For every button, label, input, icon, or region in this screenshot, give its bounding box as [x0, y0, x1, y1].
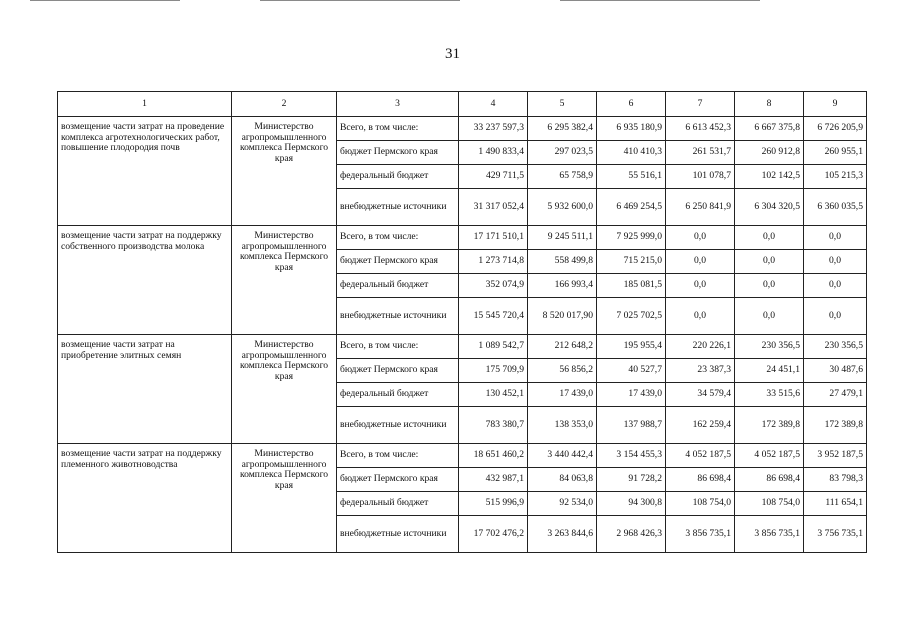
amount-cell: 0,0 [666, 226, 735, 250]
scan-edge-line [30, 0, 180, 1]
amount-cell: 195 955,4 [597, 335, 666, 359]
amount-cell: 515 996,9 [459, 492, 528, 516]
amount-cell: 3 856 735,1 [735, 516, 804, 553]
scan-edge-line [260, 0, 460, 1]
amount-cell: 3 154 455,3 [597, 444, 666, 468]
ministry-cell: Министерство агропромышленного комплекса Пермского края [232, 117, 337, 226]
amount-cell: 0,0 [666, 274, 735, 298]
amount-cell: 175 709,9 [459, 359, 528, 383]
column-header: 2 [232, 92, 337, 117]
amount-cell: 86 698,4 [666, 468, 735, 492]
amount-cell: 5 932 600,0 [528, 189, 597, 226]
column-header: 1 [58, 92, 232, 117]
amount-cell: 108 754,0 [666, 492, 735, 516]
activity-cell: возмещение части затрат на поддержку племенного животноводства [58, 444, 232, 553]
amount-cell: 6 469 254,5 [597, 189, 666, 226]
amount-cell: 783 380,7 [459, 407, 528, 444]
funding-source-cell: Всего, в том числе: [337, 335, 459, 359]
amount-cell: 4 052 187,5 [735, 444, 804, 468]
amount-cell: 0,0 [804, 226, 867, 250]
amount-cell: 18 651 460,2 [459, 444, 528, 468]
funding-source-cell: бюджет Пермского края [337, 468, 459, 492]
header-row [58, 92, 867, 117]
funding-source-cell: Всего, в том числе: [337, 226, 459, 250]
ministry-cell: Министерство агропромышленного комплекса Пермского края [232, 335, 337, 444]
funding-source-cell: внебюджетные источники [337, 407, 459, 444]
column-header: 4 [459, 92, 528, 117]
table-body [58, 117, 867, 553]
amount-cell: 230 356,5 [735, 335, 804, 359]
amount-cell: 4 052 187,5 [666, 444, 735, 468]
funding-source-cell: бюджет Пермского края [337, 250, 459, 274]
funding-source-cell: Всего, в том числе: [337, 117, 459, 141]
activity-cell: возмещение части затрат на приобретение элитных семян [58, 335, 232, 444]
amount-cell: 6 250 841,9 [666, 189, 735, 226]
amount-cell: 1 490 833,4 [459, 141, 528, 165]
ministry-cell: Министерство агропромышленного комплекса Пермского края [232, 444, 337, 553]
column-header: 6 [597, 92, 666, 117]
amount-cell: 84 063,8 [528, 468, 597, 492]
amount-cell: 0,0 [666, 250, 735, 274]
budget-table [57, 91, 867, 553]
activity-cell: возмещение части затрат на проведение комплекса агротехнологических работ, повышение плодородия почв [58, 117, 232, 226]
amount-cell: 162 259,4 [666, 407, 735, 444]
amount-cell: 166 993,4 [528, 274, 597, 298]
amount-cell: 3 263 844,6 [528, 516, 597, 553]
amount-cell: 40 527,7 [597, 359, 666, 383]
column-header: 5 [528, 92, 597, 117]
activity-cell: возмещение части затрат на поддержку собственного производства молока [58, 226, 232, 335]
amount-cell: 101 078,7 [666, 165, 735, 189]
amount-cell: 130 452,1 [459, 383, 528, 407]
amount-cell: 17 702 476,2 [459, 516, 528, 553]
amount-cell: 6 726 205,9 [804, 117, 867, 141]
amount-cell: 31 317 052,4 [459, 189, 528, 226]
amount-cell: 6 613 452,3 [666, 117, 735, 141]
amount-cell: 24 451,1 [735, 359, 804, 383]
amount-cell: 1 273 714,8 [459, 250, 528, 274]
funding-source-cell: федеральный бюджет [337, 165, 459, 189]
amount-cell: 3 952 187,5 [804, 444, 867, 468]
amount-cell: 0,0 [804, 274, 867, 298]
amount-cell: 261 531,7 [666, 141, 735, 165]
amount-cell: 185 081,5 [597, 274, 666, 298]
amount-cell: 55 516,1 [597, 165, 666, 189]
amount-cell: 0,0 [735, 298, 804, 335]
amount-cell: 83 798,3 [804, 468, 867, 492]
amount-cell: 260 955,1 [804, 141, 867, 165]
amount-cell: 432 987,1 [459, 468, 528, 492]
amount-cell: 94 300,8 [597, 492, 666, 516]
amount-cell: 7 025 702,5 [597, 298, 666, 335]
amount-cell: 56 856,2 [528, 359, 597, 383]
amount-cell: 558 499,8 [528, 250, 597, 274]
amount-cell: 6 360 035,5 [804, 189, 867, 226]
table-row [58, 444, 867, 468]
table-row [58, 226, 867, 250]
amount-cell: 220 226,1 [666, 335, 735, 359]
amount-cell: 429 711,5 [459, 165, 528, 189]
amount-cell: 0,0 [735, 274, 804, 298]
funding-source-cell: бюджет Пермского края [337, 359, 459, 383]
funding-source-cell: федеральный бюджет [337, 274, 459, 298]
column-header: 3 [337, 92, 459, 117]
amount-cell: 2 968 426,3 [597, 516, 666, 553]
amount-cell: 7 925 999,0 [597, 226, 666, 250]
amount-cell: 0,0 [804, 250, 867, 274]
amount-cell: 91 728,2 [597, 468, 666, 492]
amount-cell: 297 023,5 [528, 141, 597, 165]
funding-source-cell: внебюджетные источники [337, 298, 459, 335]
amount-cell: 3 440 442,4 [528, 444, 597, 468]
amount-cell: 172 389,8 [735, 407, 804, 444]
amount-cell: 138 353,0 [528, 407, 597, 444]
column-header: 9 [804, 92, 867, 117]
amount-cell: 0,0 [666, 298, 735, 335]
amount-cell: 3 856 735,1 [666, 516, 735, 553]
funding-source-cell: бюджет Пермского края [337, 141, 459, 165]
amount-cell: 3 756 735,1 [804, 516, 867, 553]
amount-cell: 111 654,1 [804, 492, 867, 516]
table-row [58, 117, 867, 141]
amount-cell: 6 295 382,4 [528, 117, 597, 141]
amount-cell: 105 215,3 [804, 165, 867, 189]
amount-cell: 6 935 180,9 [597, 117, 666, 141]
funding-source-cell: Всего, в том числе: [337, 444, 459, 468]
amount-cell: 17 171 510,1 [459, 226, 528, 250]
amount-cell: 212 648,2 [528, 335, 597, 359]
amount-cell: 17 439,0 [528, 383, 597, 407]
amount-cell: 230 356,5 [804, 335, 867, 359]
table-row [58, 335, 867, 359]
amount-cell: 6 667 375,8 [735, 117, 804, 141]
amount-cell: 1 089 542,7 [459, 335, 528, 359]
amount-cell: 352 074,9 [459, 274, 528, 298]
amount-cell: 65 758,9 [528, 165, 597, 189]
column-header: 7 [666, 92, 735, 117]
scan-edge-line [560, 0, 760, 1]
amount-cell: 33 237 597,3 [459, 117, 528, 141]
amount-cell: 86 698,4 [735, 468, 804, 492]
column-header: 8 [735, 92, 804, 117]
amount-cell: 92 534,0 [528, 492, 597, 516]
funding-source-cell: внебюджетные источники [337, 516, 459, 553]
amount-cell: 0,0 [804, 298, 867, 335]
funding-source-cell: федеральный бюджет [337, 383, 459, 407]
amount-cell: 34 579,4 [666, 383, 735, 407]
amount-cell: 15 545 720,4 [459, 298, 528, 335]
amount-cell: 30 487,6 [804, 359, 867, 383]
amount-cell: 410 410,3 [597, 141, 666, 165]
amount-cell: 8 520 017,90 [528, 298, 597, 335]
amount-cell: 715 215,0 [597, 250, 666, 274]
amount-cell: 260 912,8 [735, 141, 804, 165]
amount-cell: 23 387,3 [666, 359, 735, 383]
amount-cell: 172 389,8 [804, 407, 867, 444]
amount-cell: 17 439,0 [597, 383, 666, 407]
amount-cell: 137 988,7 [597, 407, 666, 444]
amount-cell: 33 515,6 [735, 383, 804, 407]
funding-source-cell: федеральный бюджет [337, 492, 459, 516]
amount-cell: 102 142,5 [735, 165, 804, 189]
amount-cell: 9 245 511,1 [528, 226, 597, 250]
amount-cell: 6 304 320,5 [735, 189, 804, 226]
page-number: 31 [445, 46, 460, 62]
funding-source-cell: внебюджетные источники [337, 189, 459, 226]
amount-cell: 27 479,1 [804, 383, 867, 407]
amount-cell: 0,0 [735, 226, 804, 250]
ministry-cell: Министерство агропромышленного комплекса Пермского края [232, 226, 337, 335]
amount-cell: 0,0 [735, 250, 804, 274]
amount-cell: 108 754,0 [735, 492, 804, 516]
